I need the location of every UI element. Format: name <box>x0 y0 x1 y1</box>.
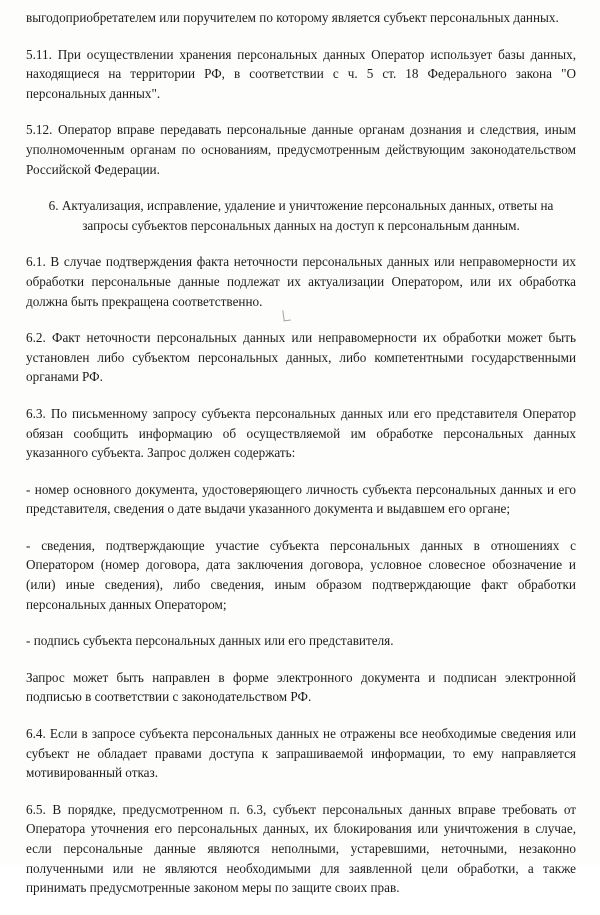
paragraph-electronic-request: Запрос может быть направлен в форме электронного документа и подписан электронной подписью в соответствии с законодательством РФ. <box>26 669 576 705</box>
paragraph-6-3: 6.3. По письменному запросу субъекта персональных данных или его представителя Оператор обязан сообщить информацию об осуществляемой им обработке персональных данных указанного субъекта. Запрос должен содержать: <box>26 405 576 461</box>
paragraph-5-11: 5.11. При осуществлении хранения персональных данных Оператор использует базы данных, находящиеся на территории РФ, в соответствии с ч. 5 ст. 18 Федерального закона "О персональных данных". <box>26 46 576 101</box>
pen-mark <box>282 310 290 322</box>
list-item-signature: - подпись субъекта персональных данных или его представителя. <box>26 633 394 649</box>
paragraph-5-10-tail: выгодоприобретателем или поручителем по которому является субъект персональных данных. <box>26 10 559 25</box>
paragraph-6-2: 6.2. Факт неточности персональных данных или неправомерности их обработки может быть установлен либо субъектом персональных данных, либо компетентными государственными органами РФ. <box>26 330 576 385</box>
list-item-participation-info: - сведения, подтверждающие участие субъекта персональных данных в отношениях с Оператором (номер договора, дата заключения договора, условное словесное обозначение и (или) иные сведения), либо сведения, иным образом подтверждающие факт обработки персональных данных Оператором; <box>26 537 576 612</box>
paragraph-5-12: 5.12. Оператор вправе передавать персональные данные органам дознания и следствия, иным уполномоченным органам по основаниям, предусмотренным действующим законодательством Российской Федерации. <box>26 122 576 177</box>
list-item-document-number: - номер основного документа, удостоверяющего личность субъекта персональных данных и его представителя, сведения о дате выдачи указанного документа и выдавшем его органе; <box>26 481 576 517</box>
paragraph-6-4: 6.4. Если в запросе субъекта персональных данных не отражены все необходимые сведения или субъект не обладает правами доступа к запрашиваемой информации, то ему направляется мотивированный отказ. <box>26 726 576 781</box>
paragraph-6-1: 6.1. В случае подтверждения факта неточности персональных данных или неправомерности их обработки персональные данные подлежат их актуализации Оператором, или их обработка должна быть прекращена соответственно. <box>26 254 576 309</box>
document-body <box>26 8 576 915</box>
section-6-heading: 6. Актуализация, исправление, удаление и уничтожение персональных данных, ответы на запросы субъектов персональных данных на доступ к персональным данным. <box>48 198 554 233</box>
paragraph-6-5: 6.5. В порядке, предусмотренном п. 6.3, субъект персональных данных вправе требовать от Оператора уточнения его персональных данных, их блокирования или уничтожения в случае, если персональные данные являются неполными, устаревшими, неточными, незаконно полученными или не являются необходимыми для заявленной цели обработки, а также принимать предусмотренные законом меры по защите своих прав. <box>26 801 576 896</box>
